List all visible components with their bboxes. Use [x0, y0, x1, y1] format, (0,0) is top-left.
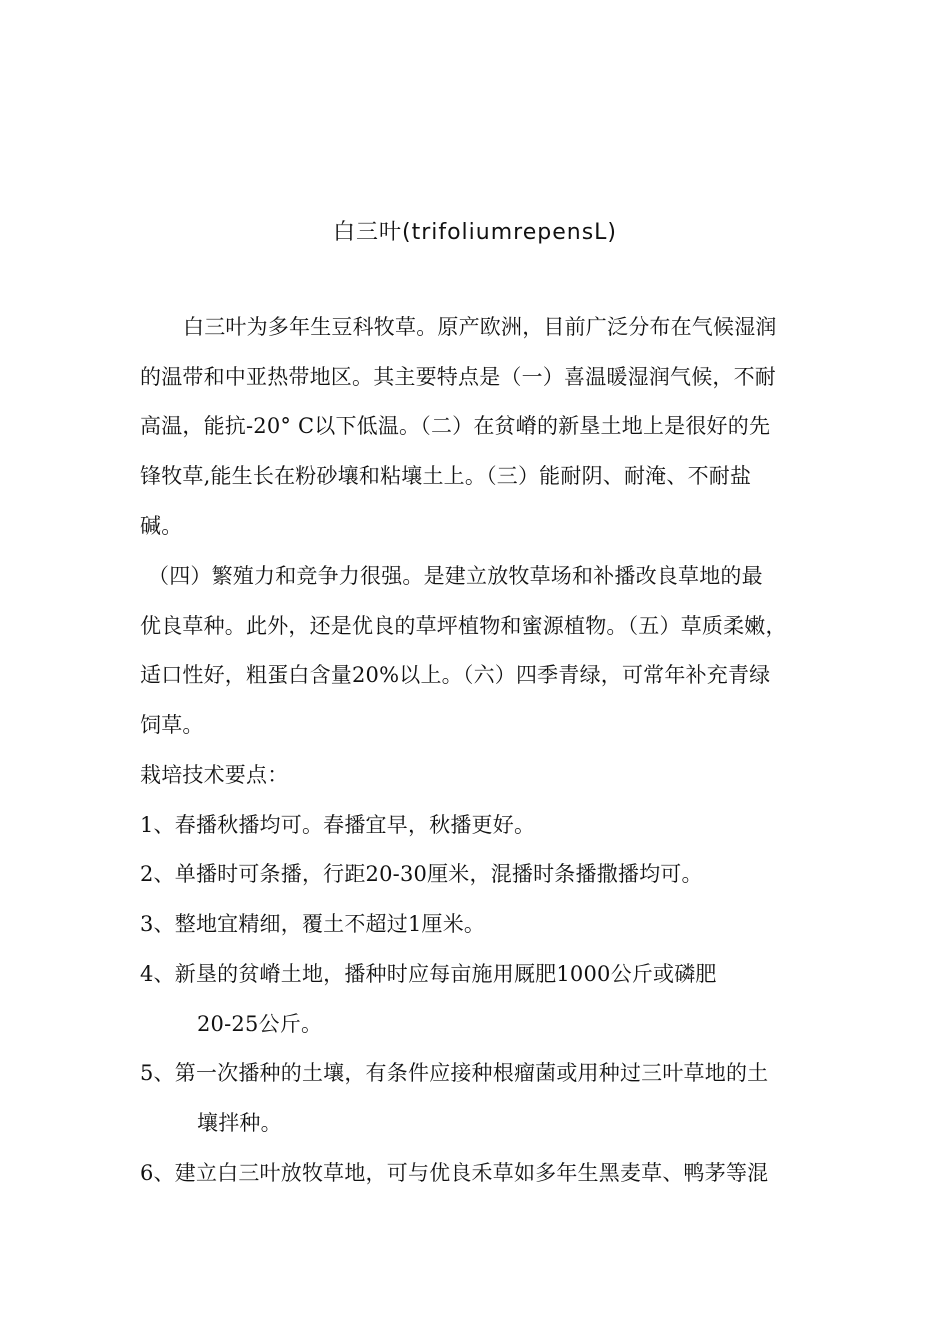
paragraph-1-line-1: 白三叶为多年生豆科牧草。原产欧洲，目前广泛分布在气候湿润 — [183, 315, 777, 339]
paragraph-2-line-1: （四）繁殖力和竞争力很强。是建立放牧草场和补播改良草地的最 — [148, 564, 763, 588]
list-item-5: 5、第一次播种的土壤，有条件应接种根瘤菌或用种过三叶草地的土 — [140, 1061, 769, 1085]
paragraph-2-line-4: 饲草。 — [140, 713, 204, 737]
list-item-4-continuation: 20-25公斤。 — [197, 1012, 323, 1036]
paragraph-2-line-3: 适口性好，粗蛋白含量20%以上。（六）四季青绿，可常年补充青绿 — [140, 663, 771, 687]
paragraph-1-line-3: 高温，能抗-20° C以下低温。（二）在贫嵴的新垦土地上是很好的先 — [140, 414, 771, 438]
list-item-2: 2、单播时可条播，行距20-30厘米，混播时条播撒播均可。 — [140, 862, 703, 886]
paragraph-1-line-5: 碱。 — [140, 514, 183, 538]
paragraph-1-line-2: 的温带和中亚热带地区。其主要特点是（一）喜温暖湿润气候，不耐 — [140, 365, 776, 389]
list-item-1: 1、春播秋播均可。春播宜早，秋播更好。 — [140, 813, 536, 837]
paragraph-2-line-2: 优良草种。此外，还是优良的草坪植物和蜜源植物。（五）草质柔嫩， — [140, 614, 787, 638]
list-item-4: 4、新垦的贫嵴土地，播种时应每亩施用厩肥1000公斤或磷肥 — [140, 962, 717, 986]
paragraph-1-line-4: 锋牧草,能生长在粉砂壤和粘壤土上。（三）能耐阴、耐淹、不耐盐 — [140, 464, 752, 488]
document-title: 白三叶(trifoliumrepensL) — [332, 220, 617, 245]
list-item-3: 3、整地宜精细，覆土不超过1厘米。 — [140, 912, 486, 936]
section-heading: 栽培技术要点： — [140, 763, 289, 787]
list-item-5-continuation: 壤拌种。 — [197, 1111, 282, 1135]
list-item-6: 6、建立白三叶放牧草地，可与优良禾草如多年生黑麦草、鸭茅等混 — [140, 1161, 769, 1185]
